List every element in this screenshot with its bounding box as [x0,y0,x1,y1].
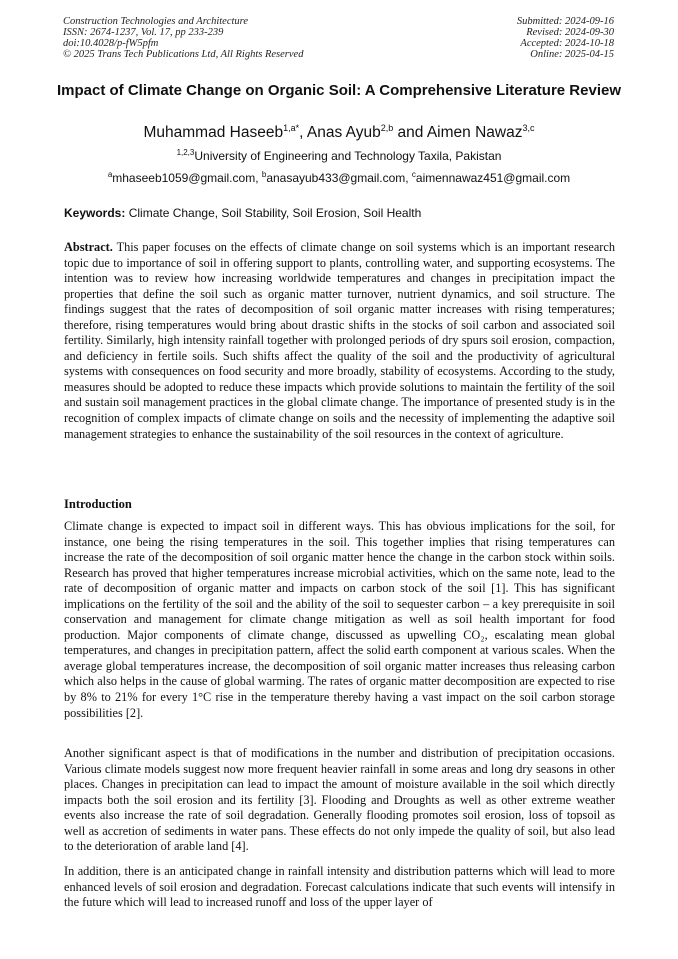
intro-paragraph: Another significant aspect is that of modifications in the number and distribution of precipitation occasions. Various climate models suggest now more frequent heavier rainfall in some areas and long dry seasons in other places. Changes in precipitation can lead to impact the amount of moisture available in the soil which directly impacts both the soil erosion and its fertility [3]. Flooding and Droughts as well as other extreme weather events also increase the rate of soil degradation. Generally flooding promotes soil erosion, loss of topsoil as well as accretion of sediments in water pans. These effects do not only impede the quality of soil, but also lead to the deterioration of arable land [4]. [64,746,615,854]
author-affil-marker: 1,a* [283,123,300,133]
keywords-text: Climate Change, Soil Stability, Soil Erosion, Soil Health [125,206,422,220]
keywords-label: Keywords: [64,206,126,220]
revised-date: Revised: 2024-09-30 [526,27,614,38]
abstract [64,240,615,442]
submitted-date: Submitted: 2024-09-16 [516,16,614,27]
author-emails [0,171,678,185]
author-affil-marker: 3,c [522,123,535,133]
submission-dates [517,16,614,60]
affiliation [0,149,678,163]
author-affil-marker: 2,b [380,123,394,133]
intro-paragraph: In addition, there is an anticipated change in rainfall intensity and distribution patterns which will lead to more enhanced levels of soil erosion and degradation. Forecast calculations indicate that such events will intensify in the future which will lead to increased runoff and loss of the upper layer of [64,864,615,910]
paper-title: Impact of Climate Change on Organic Soil: A Comprehensive Literature Review [56,82,621,99]
author-separator: , [299,124,307,141]
author-separator: and [393,124,427,141]
email-marker: b [261,170,267,179]
author-name: Muhammad Haseeb [143,124,284,141]
journal-name: Construction Technologies and Architecture [63,16,249,27]
author-name: Aimen Nawaz [426,124,523,141]
abstract-label: Abstract. [64,240,113,254]
email-marker: c [411,170,416,179]
email-marker: a [107,170,113,179]
doi-line: doi:10.4028/p-fW5pfm [63,38,159,49]
keywords [64,206,421,220]
author-name: Anas Ayub [306,124,381,141]
affiliation-text: University of Engineering and Technology Taxila, Pakistan [194,149,502,163]
section-heading: Introduction [64,497,132,511]
author-list [0,124,678,142]
online-date: Online: 2025-04-15 [530,49,614,60]
issn-line: ISSN: 2674-1237, Vol. 17, pp 233-239 [63,27,224,38]
email-link[interactable]: aimennawaz451@gmail.com [415,171,571,185]
email-link[interactable]: anasayub433@gmail.com, [266,171,412,185]
intro-paragraph: Climate change is expected to impact soil in different ways. This has obvious implications for the soil, for instance, one being the rising temperatures in the soil. This together implies that rising temperatures can increase the rate of the decomposition of soil organic matter hence the change in the carbon stock within soils. Research has proved that higher temperatures increase microbial activities, which on the same note, lead to the rate of decomposition of organic matter and impacts on carbon stock of the soil [1]. This has significant implications on the fertility of the soil and the ability of the soil to sequester carbon – a key prerequisite in soil conservation and management for climate change mitigation as well as soil health important for food production. Major components of climate change, discussed as upwelling CO₂, escalating mean global temperatures, and changes in precipitation pattern, affect the solid earth component at various scales. When the average global temperatures increase, the decomposition of soil organic matter increases thus releasing carbon which also helps in the cause of global warming. The rates of organic matter decomposition are expected to rise by 8% to 21% for every 1°C rise in the temperature thereby having a vast impact on the soil carbon storage possibilities [2]. [64,519,615,720]
affiliation-marker: 1,2,3 [176,148,195,157]
abstract-text: This paper focuses on the effects of climate change on soil systems which is an important research topic due to importance of soil in offering support to plants, controlling water, and supporting ecosystems. The intention was to review how increasing worldwide temperatures and changes in precipitation impact the properties that define the soil such as organic matter turnover, nutrient dynamics, and soil structure. The findings suggest that the rates of decomposition of soil organic matter increases with rising temperatures; therefore, rising temperatures would bring about drastic shifts in the stocks of soil carbon and associated soil fertility. Similarly, high intensity rainfall together with prolonged periods of dry spurs soil erosion, compaction, and deficiency in fertile soils. Such shifts affect the quality of the soil and the productivity of agricultural systems with consequences on food security and more broadly, stability of ecosystems. According to the study, measures should be adopted to reduce these impacts which provide solutions to maintain the fertility of the soil and sustain soil management practices in the global climate change. The importance of presented study is in the recognition of complex impacts of climate change on soils and the necessity of implementing the adaptive soil management strategies to enhance the sustainability of the soil resources in the context of agriculture. [64,240,615,441]
accepted-date: Accepted: 2024-10-18 [520,38,614,49]
copyright-line: © 2025 Trans Tech Publications Ltd, All Rights Reserved [63,49,304,60]
journal-info [63,16,303,60]
email-link[interactable]: mhaseeb1059@gmail.com, [112,171,262,185]
